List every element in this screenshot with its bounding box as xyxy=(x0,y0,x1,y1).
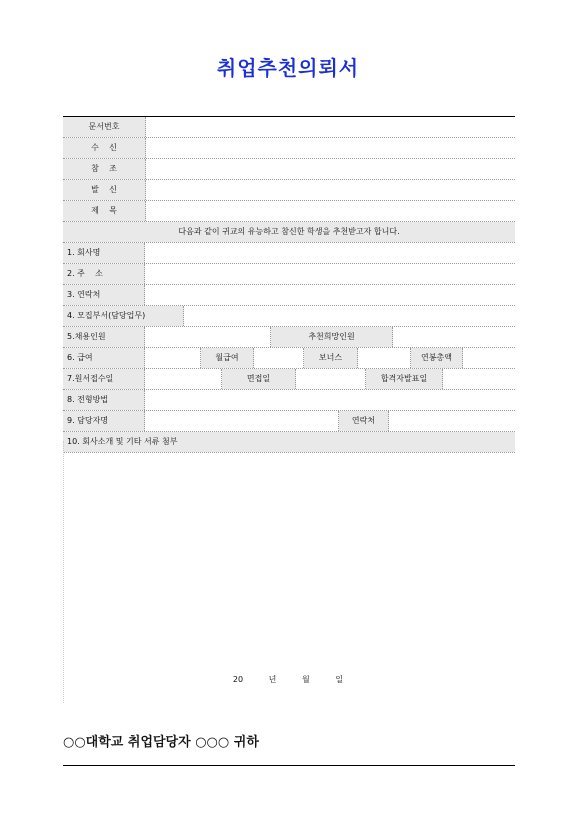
row-sender xyxy=(63,180,515,201)
label-monthly: 월급여 xyxy=(201,348,254,368)
label-manager-contact: 연락처 xyxy=(339,411,389,431)
row-recipient xyxy=(63,138,515,159)
field-salary-type[interactable] xyxy=(146,348,201,368)
field-address[interactable] xyxy=(146,264,515,284)
field-doc-no[interactable] xyxy=(146,117,515,137)
field-company[interactable] xyxy=(146,243,515,263)
label-attachments: 10. 회사소개 및 기타 서류 첨부 xyxy=(63,432,515,452)
field-reference[interactable] xyxy=(146,159,515,179)
field-manager[interactable] xyxy=(146,411,339,431)
label-app-date: 7.원서접수일 xyxy=(63,369,145,389)
label-recipient: 수 신 xyxy=(63,138,146,158)
field-app-date[interactable] xyxy=(146,369,222,389)
label-hires: 5.채용인원 xyxy=(63,327,145,347)
field-bonus[interactable] xyxy=(358,348,411,368)
row-department xyxy=(63,306,515,327)
field-subject[interactable] xyxy=(146,201,515,221)
row-method xyxy=(63,390,515,411)
field-contact[interactable] xyxy=(146,285,515,305)
field-method[interactable] xyxy=(146,390,515,410)
attachment-area[interactable] xyxy=(63,441,516,703)
field-result-date[interactable] xyxy=(443,369,515,389)
field-annual[interactable] xyxy=(463,348,515,368)
label-bonus: 보너스 xyxy=(304,348,358,368)
label-method: 8. 전형방법 xyxy=(63,390,145,410)
field-recipient[interactable] xyxy=(146,138,515,158)
label-doc-no: 문서번호 xyxy=(63,117,146,137)
row-company xyxy=(63,243,515,264)
request-form xyxy=(63,116,515,453)
field-sender[interactable] xyxy=(146,180,515,200)
row-intro xyxy=(63,222,515,243)
row-contact xyxy=(63,285,515,306)
field-monthly[interactable] xyxy=(254,348,304,368)
label-manager: 9. 담당자명 xyxy=(63,411,145,431)
label-company: 1. 회사명 xyxy=(63,243,145,263)
label-department: 4. 모집부서(담당업무) xyxy=(63,306,184,326)
label-result-date: 합격자발표일 xyxy=(366,369,443,389)
label-interview: 면접일 xyxy=(222,369,296,389)
row-doc-no xyxy=(63,117,515,138)
field-department[interactable] xyxy=(185,306,515,326)
row-reference xyxy=(63,159,515,180)
label-annual: 연봉총액 xyxy=(411,348,463,368)
label-contact: 3. 연락처 xyxy=(63,285,145,305)
row-salary xyxy=(63,348,515,369)
field-interview[interactable] xyxy=(296,369,366,389)
date-line: 20 년 월 일 xyxy=(232,675,344,684)
label-address: 2. 주 소 xyxy=(63,264,145,284)
label-reference: 참 조 xyxy=(63,159,146,179)
label-subject: 제 목 xyxy=(63,201,146,221)
row-address xyxy=(63,264,515,285)
label-recommend-count: 추천희망인원 xyxy=(271,327,393,347)
field-hires[interactable] xyxy=(146,327,271,347)
row-manager xyxy=(63,411,515,432)
label-salary: 6. 급여 xyxy=(63,348,145,368)
row-subject xyxy=(63,201,515,222)
document-title: 취업추천의뢰서 xyxy=(216,56,360,80)
row-hires xyxy=(63,327,515,348)
label-sender: 발 신 xyxy=(63,180,146,200)
intro-text: 다음과 같이 귀교의 유능하고 참신한 학생을 추천받고자 합니다. xyxy=(63,222,515,242)
row-app-date xyxy=(63,369,515,390)
field-recommend-count[interactable] xyxy=(393,327,515,347)
field-manager-contact[interactable] xyxy=(389,411,515,431)
addressee-line: ○○대학교 취업담당자 ○○○ 귀하 xyxy=(63,735,259,750)
bottom-rule xyxy=(63,765,515,766)
